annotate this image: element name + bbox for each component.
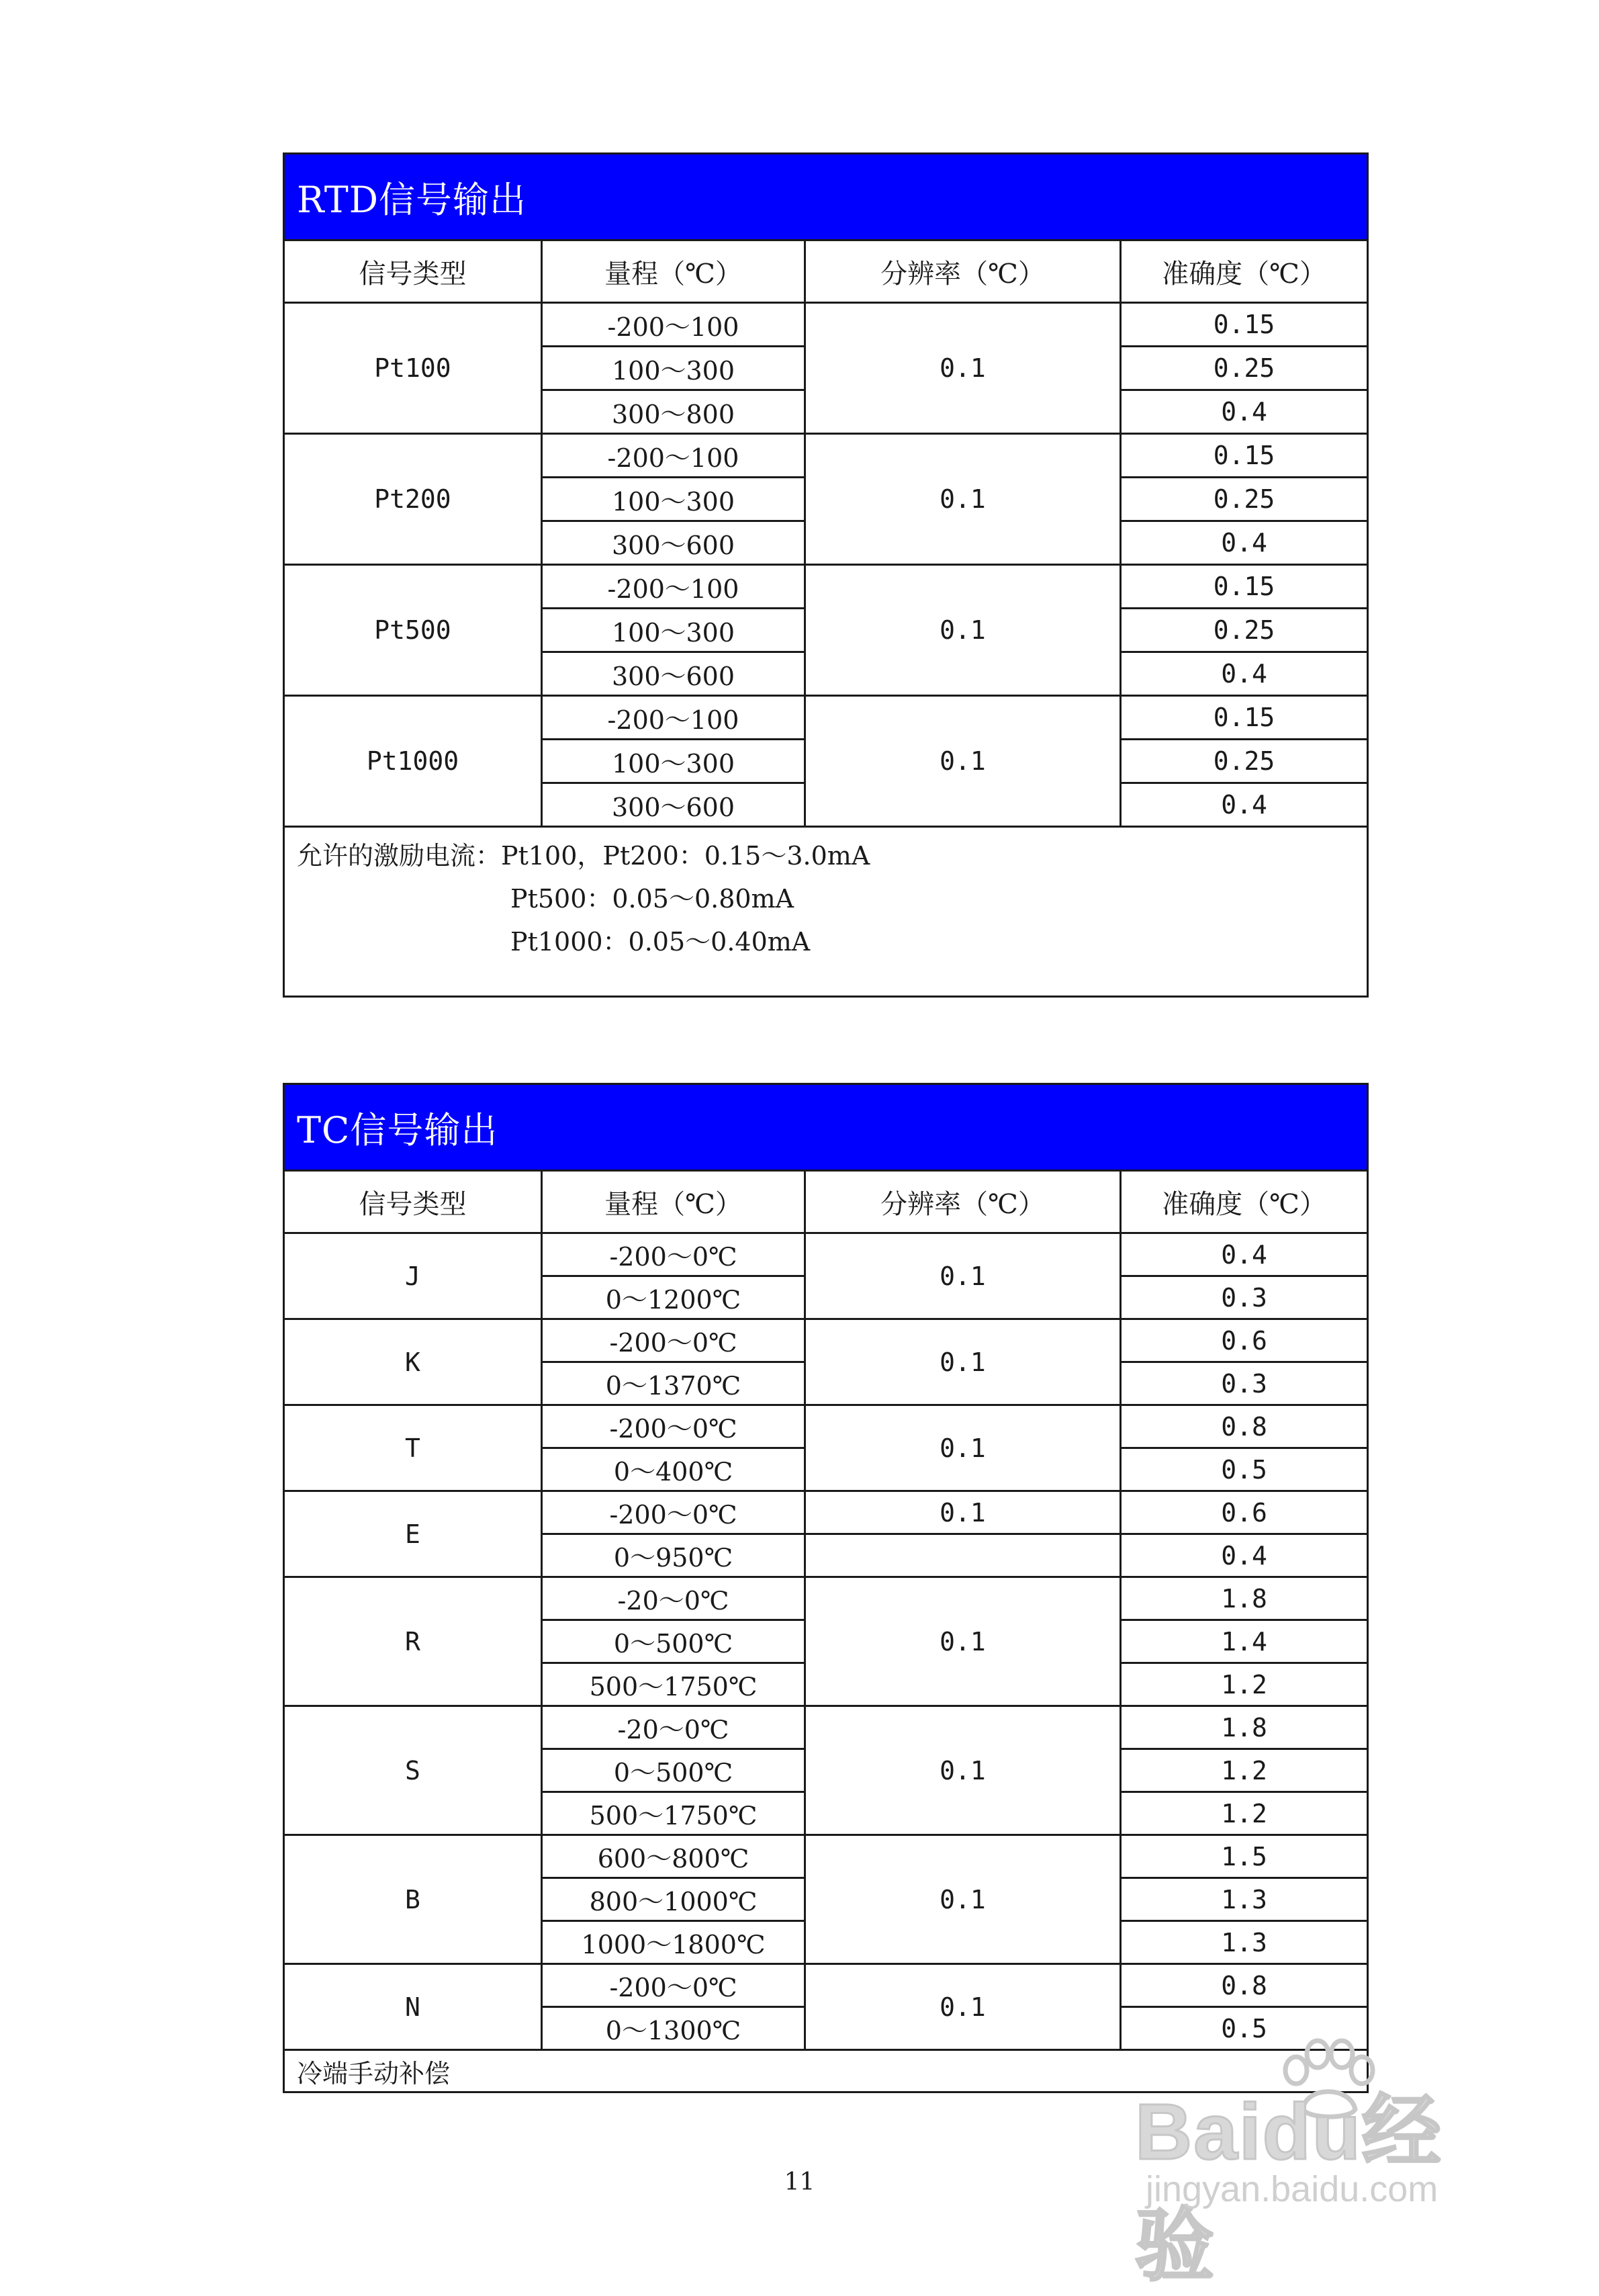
range-cell: 300～600: [542, 521, 805, 565]
rtd-title: RTD信号输出: [284, 154, 1368, 240]
range-cell: 500～1750℃: [542, 1663, 805, 1706]
range-cell: 0～500℃: [542, 1620, 805, 1663]
col-header-signal-type: 信号类型: [284, 1171, 542, 1233]
accuracy-cell: 0.8: [1121, 1964, 1368, 2007]
col-header-resolution: 分辨率（℃）: [805, 240, 1121, 303]
table-row: [284, 696, 1368, 740]
range-cell: 0～1200℃: [542, 1276, 805, 1319]
accuracy-cell: 0.8: [1121, 1405, 1368, 1448]
range-cell: -200～100: [542, 434, 805, 478]
col-header-accuracy: 准确度（℃）: [1121, 240, 1368, 303]
table-row: [284, 1964, 1368, 2007]
tc-table: [283, 1083, 1369, 2093]
accuracy-cell: 0.15: [1121, 434, 1368, 478]
range-cell: 800～1000℃: [542, 1878, 805, 1921]
resolution-cell: 0.1: [805, 1706, 1121, 1835]
range-cell: 0～400℃: [542, 1448, 805, 1491]
table-row: [284, 1491, 1368, 1534]
range-cell: -200～0℃: [542, 1233, 805, 1276]
range-cell: -200～0℃: [542, 1491, 805, 1534]
table-row: [284, 565, 1368, 609]
rtd-note: [284, 827, 1368, 997]
col-header-range: 量程（℃）: [542, 1171, 805, 1233]
range-cell: 1000～1800℃: [542, 1921, 805, 1964]
tc-header-row: [284, 1171, 1368, 1233]
signal-type-cell: R: [284, 1577, 542, 1706]
range-cell: -200～100: [542, 565, 805, 609]
accuracy-cell: 0.4: [1121, 1534, 1368, 1577]
table-row: [284, 434, 1368, 478]
signal-type-cell: K: [284, 1319, 542, 1405]
col-header-signal-type: 信号类型: [284, 240, 542, 303]
signal-type-cell: N: [284, 1964, 542, 2050]
accuracy-cell: 1.2: [1121, 1792, 1368, 1835]
resolution-cell: 0.1: [805, 1405, 1121, 1491]
excitation-current-note: Pt1000：0.05～0.40mA: [510, 927, 811, 957]
accuracy-cell: 1.5: [1121, 1835, 1368, 1878]
table-row: [284, 1835, 1368, 1878]
range-cell: 300～800: [542, 390, 805, 434]
range-cell: -200～0℃: [542, 1964, 805, 2007]
resolution-cell: 0.1: [805, 1835, 1121, 1964]
range-cell: -200～0℃: [542, 1319, 805, 1362]
accuracy-cell: 0.5: [1121, 2007, 1368, 2050]
range-cell: -20～0℃: [542, 1577, 805, 1620]
range-cell: 0～950℃: [542, 1534, 805, 1577]
accuracy-cell: 1.3: [1121, 1878, 1368, 1921]
resolution-cell: 0.1: [805, 434, 1121, 565]
signal-type-cell: B: [284, 1835, 542, 1964]
accuracy-cell: 0.4: [1121, 1233, 1368, 1276]
range-cell: 100～300: [542, 740, 805, 783]
col-header-range: 量程（℃）: [542, 240, 805, 303]
accuracy-cell: 0.4: [1121, 390, 1368, 434]
range-cell: 0～1300℃: [542, 2007, 805, 2050]
cold-junction-note: 冷端手动补偿: [284, 2050, 1368, 2092]
accuracy-cell: 0.25: [1121, 478, 1368, 521]
table-row: [284, 1405, 1368, 1448]
col-header-resolution: 分辨率（℃）: [805, 1171, 1121, 1233]
range-cell: 500～1750℃: [542, 1792, 805, 1835]
signal-type-cell: Pt500: [284, 565, 542, 696]
resolution-cell: 0.1: [805, 1964, 1121, 2050]
resolution-cell: 0.1: [805, 1577, 1121, 1706]
signal-type-cell: Pt200: [284, 434, 542, 565]
accuracy-cell: 0.15: [1121, 565, 1368, 609]
table-row: [284, 1706, 1368, 1749]
range-cell: 100～300: [542, 609, 805, 652]
resolution-cell: 0.1: [805, 1491, 1121, 1534]
tc-title: TC信号输出: [284, 1084, 1368, 1171]
signal-type-cell: Pt1000: [284, 696, 542, 827]
range-cell: 100～300: [542, 478, 805, 521]
accuracy-cell: 1.2: [1121, 1663, 1368, 1706]
signal-type-cell: E: [284, 1491, 542, 1577]
range-cell: 300～600: [542, 783, 805, 827]
accuracy-cell: 0.6: [1121, 1319, 1368, 1362]
watermark-url: jingyan.baidu.com: [1146, 2169, 1438, 2209]
resolution-cell: 0.1: [805, 696, 1121, 827]
accuracy-cell: 0.5: [1121, 1448, 1368, 1491]
range-cell: 300～600: [542, 652, 805, 696]
range-cell: 0～1370℃: [542, 1362, 805, 1405]
range-cell: 600～800℃: [542, 1835, 805, 1878]
excitation-current-note: Pt500：0.05～0.80mA: [510, 884, 794, 914]
accuracy-cell: 1.3: [1121, 1921, 1368, 1964]
table-row: [284, 303, 1368, 347]
signal-type-cell: S: [284, 1706, 542, 1835]
accuracy-cell: 0.4: [1121, 783, 1368, 827]
resolution-cell: 0.1: [805, 1233, 1121, 1319]
range-cell: -200～100: [542, 696, 805, 740]
table-row: [284, 1319, 1368, 1362]
signal-type-cell: Pt100: [284, 303, 542, 434]
accuracy-cell: 0.25: [1121, 740, 1368, 783]
accuracy-cell: 0.4: [1121, 521, 1368, 565]
accuracy-cell: 1.4: [1121, 1620, 1368, 1663]
range-cell: -20～0℃: [542, 1706, 805, 1749]
table-row: [284, 1577, 1368, 1620]
watermark: [1135, 2035, 1511, 2291]
accuracy-cell: 0.6: [1121, 1491, 1368, 1534]
accuracy-cell: 0.3: [1121, 1276, 1368, 1319]
resolution-cell: 0.1: [805, 1319, 1121, 1405]
range-cell: -200～0℃: [542, 1405, 805, 1448]
rtd-table: [283, 152, 1369, 998]
page-number: 11: [784, 2168, 815, 2196]
rtd-header-row: [284, 240, 1368, 303]
accuracy-cell: 0.25: [1121, 609, 1368, 652]
resolution-cell: 0.1: [805, 565, 1121, 696]
range-cell: -200～100: [542, 303, 805, 347]
accuracy-cell: 0.15: [1121, 303, 1368, 347]
accuracy-cell: 1.8: [1121, 1706, 1368, 1749]
accuracy-cell: 0.4: [1121, 652, 1368, 696]
col-header-accuracy: 准确度（℃）: [1121, 1171, 1368, 1233]
signal-type-cell: J: [284, 1233, 542, 1319]
accuracy-cell: 0.3: [1121, 1362, 1368, 1405]
accuracy-cell: 1.8: [1121, 1577, 1368, 1620]
accuracy-cell: 1.2: [1121, 1749, 1368, 1792]
table-row: [284, 1233, 1368, 1276]
accuracy-cell: 0.15: [1121, 696, 1368, 740]
resolution-cell-empty: [805, 1534, 1121, 1577]
range-cell: 100～300: [542, 347, 805, 390]
accuracy-cell: 0.25: [1121, 347, 1368, 390]
resolution-cell: 0.1: [805, 303, 1121, 434]
signal-type-cell: T: [284, 1405, 542, 1491]
watermark-brand: Baidu经验: [1135, 2088, 1443, 2291]
excitation-current-note: 允许的激励电流：Pt100，Pt200：0.15～3.0mA: [297, 841, 870, 871]
range-cell: 0～500℃: [542, 1749, 805, 1792]
